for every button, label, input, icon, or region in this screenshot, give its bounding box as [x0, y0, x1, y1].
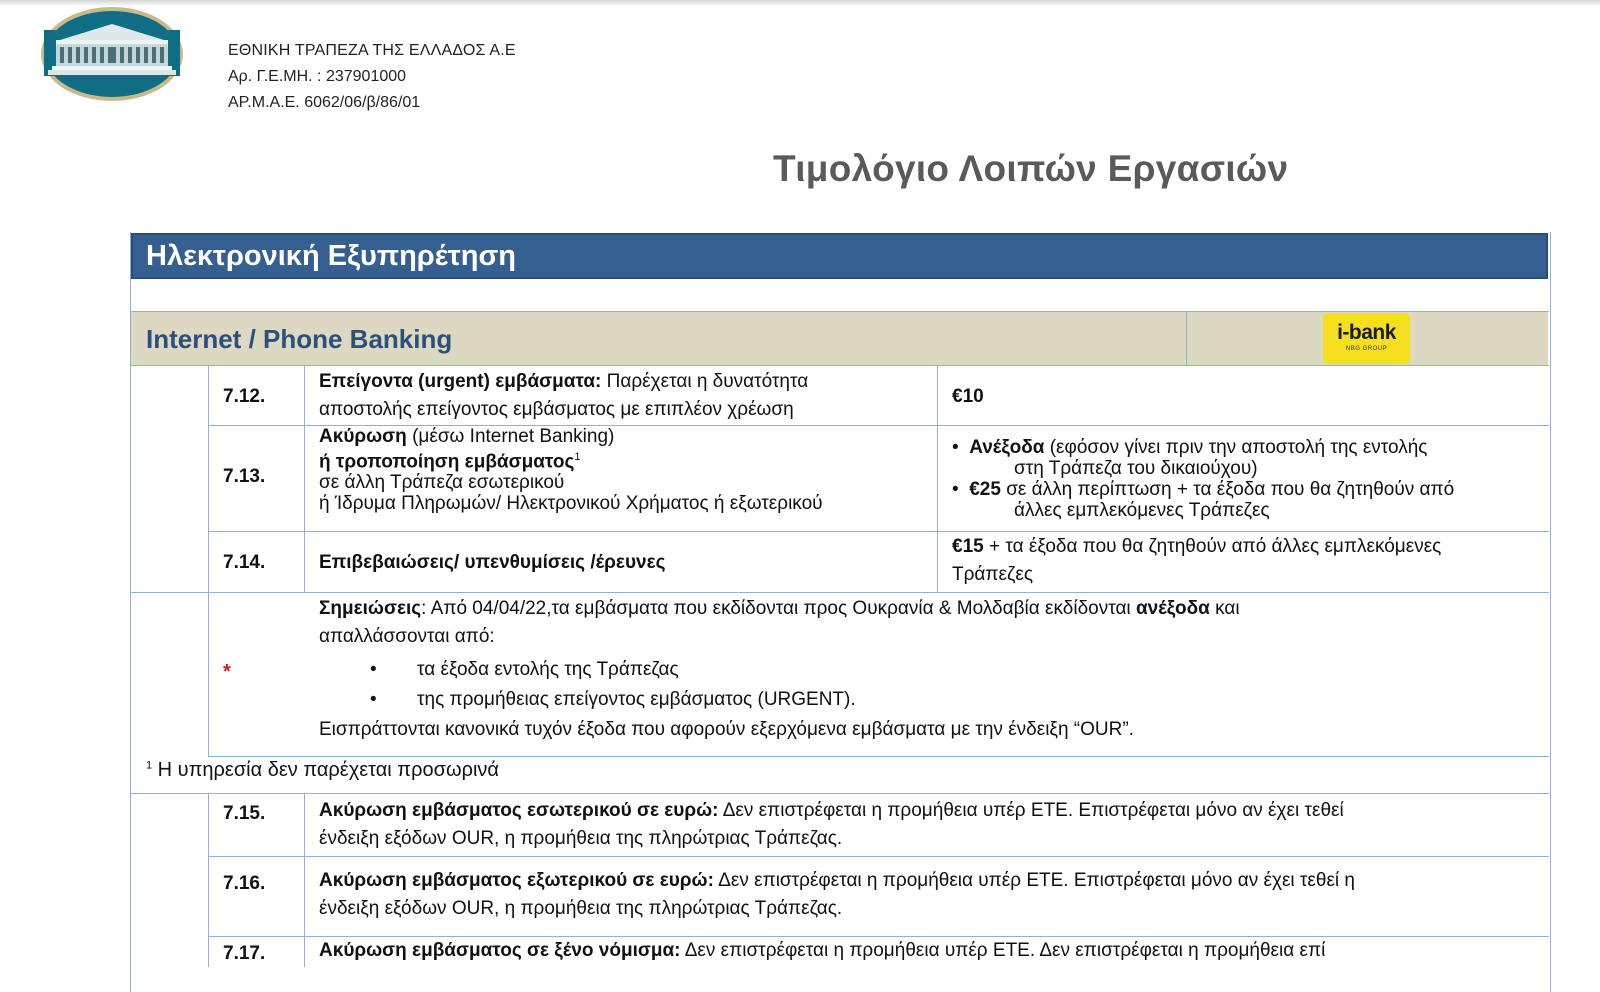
column-divider — [304, 365, 305, 592]
notes-text — [319, 595, 1240, 651]
section-title: Ηλεκτρονική Εξυπηρέτηση — [146, 240, 517, 272]
ibank-badge — [1323, 313, 1410, 364]
bank-name: ΕΘΝΙΚΗ ΤΡΑΠΕΖΑ ΤΗΣ ΕΛΛΑΔΟΣ Α.Ε — [228, 42, 516, 59]
page-top-edge — [0, 0, 1600, 6]
notes-bullet: • — [370, 659, 377, 680]
row-number: 7.12. — [223, 386, 266, 407]
fee-text: σε άλλη περίπτωση + τα έξοδα που θα ζητηθούν από — [1000, 479, 1455, 500]
bank-building-logo — [40, 6, 184, 102]
row-divider — [130, 793, 1549, 794]
notes-emphasis: ανέξοδα — [1135, 598, 1210, 619]
fee-text: (εφόσον γίνει πριν την αποστολή της εντολής — [1044, 437, 1428, 458]
ibank-brand: i-bank — [1337, 321, 1396, 344]
ibank-subbrand: NBG GROUP — [1345, 346, 1388, 352]
notes-line: και — [1209, 598, 1240, 619]
row-number: 7.14. — [223, 552, 266, 573]
row-description — [319, 368, 808, 424]
row-number: 7.13. — [223, 466, 266, 487]
row-title: Ακύρωση εμβάσματος σε ξένο νόμισμα: — [319, 940, 681, 961]
column-divider — [1186, 312, 1187, 365]
column-divider — [208, 365, 209, 592]
row-divider — [208, 531, 1549, 532]
notes-bullet: • — [370, 689, 377, 710]
footnote — [146, 759, 499, 782]
footnote-ref: 1 — [574, 451, 581, 463]
fee-bullet: • Ανέξοδα (εφόσον γίνει πριν την αποστολή της εντολής στη Τράπεζα του δικαιούχου) — [952, 437, 1428, 479]
fee-amount: €15 — [952, 536, 984, 557]
row-divider — [130, 592, 1549, 593]
row-text: αποστολής επείγοντος εμβάσματος με επιπλέον χρέωση — [319, 399, 794, 420]
row-fee — [952, 533, 1441, 589]
row-number: 7.16. — [223, 873, 266, 894]
row-text: (μέσω Internet Banking) — [406, 426, 615, 447]
notes-line: απαλλάσσονται από: — [319, 626, 495, 647]
row-divider — [208, 756, 1549, 757]
row-fee: €10 — [952, 386, 984, 407]
row-text: ένδειξη εξόδων OUR, η προμήθεια της πληρώτριας Τράπεζας. — [319, 828, 843, 849]
notes-asterisk: * — [223, 661, 231, 683]
row-text: Δεν επιστρέφεται η προμήθεια υπέρ ΕΤΕ. Επιστρέφεται μόνο αν έχει τεθεί η — [713, 870, 1356, 891]
column-divider — [208, 793, 209, 967]
row-text: ή Ίδρυμα Πληρωμών/ Ηλεκτρονικού Χρήματος ή εξωτερικού — [319, 493, 823, 515]
row-title: Επείγοντα (urgent) εμβάσματα: — [319, 371, 602, 392]
row-number: 7.17. — [223, 943, 266, 964]
row-number: 7.15. — [223, 803, 266, 824]
row-text: σε άλλη Τράπεζα εσωτερικού — [319, 472, 565, 494]
column-divider — [304, 793, 305, 967]
fee-amount: €25 — [969, 479, 1001, 500]
row-divider — [130, 365, 1549, 366]
fee-text: Τράπεζες — [952, 564, 1033, 585]
row-title: Ακύρωση εμβάσματος εσωτερικού σε ευρώ: — [319, 800, 719, 821]
row-title: Επιβεβαιώσεις/ υπενθυμίσεις /έρευνες — [319, 552, 666, 573]
issuer-info — [228, 38, 516, 116]
row-text: Δεν επιστρέφεται η προμήθεια υπέρ ΕΤΕ. Επιστρέφεται μόνο αν έχει τεθεί — [718, 800, 1344, 821]
armae-number: ΑΡ.Μ.Α.Ε. 6062/06/β/86/01 — [228, 94, 421, 111]
document-title: Τιμολόγιο Λοιπών Εργασιών — [773, 148, 1289, 189]
notes-line: Εισπράττονται κανονικά τυχόν έξοδα που αφορούν εξερχόμενα εμβάσματα με την ένδειξη “OUR”. — [319, 719, 1134, 740]
row-description — [319, 426, 823, 514]
footnote-mark: 1 — [146, 759, 153, 772]
row-text: Παρέχεται η δυνατότητα — [601, 371, 809, 392]
notes-label: Σημειώσεις — [319, 598, 422, 619]
row-description — [319, 937, 1325, 965]
row-title: ή τροποποίηση εμβάσματος — [319, 451, 575, 473]
row-text: ένδειξη εξόδων OUR, η προμήθεια της πληρώτριας Τράπεζας. — [319, 898, 843, 919]
notes-bullet-text: τα έξοδα εντολής της Τράπεζας — [417, 659, 679, 680]
fee-amount: Ανέξοδα — [969, 437, 1045, 458]
notes-bullet-text: της προμήθειας επείγοντος εμβάσματος (URGENT). — [417, 689, 856, 710]
column-divider — [208, 592, 209, 756]
footnote-text: Η υπηρεσία δεν παρέχεται προσωρινά — [152, 759, 499, 781]
row-description — [319, 867, 1355, 923]
fee-text: στη Τράπεζα του δικαιούχου) — [1014, 458, 1258, 479]
column-divider — [937, 365, 938, 592]
subsection-title: Internet / Phone Banking — [146, 324, 453, 354]
row-divider — [208, 856, 1549, 857]
row-title: Ακύρωση — [319, 426, 407, 447]
row-description — [319, 797, 1344, 853]
gemi-number: Αρ. Γ.Ε.ΜΗ. : 237901000 — [228, 68, 407, 85]
fee-text: + τα έξοδα που θα ζητηθούν από άλλες εμπλεκόμενες — [983, 536, 1442, 557]
notes-line: : Από 04/04/22,τα εμβάσματα που εκδίδονται προς Ουκρανία & Μολδαβία εκδίδονται — [421, 598, 1136, 619]
fee-bullet: • €25 σε άλλη περίπτωση + τα έξοδα που θα ζητηθούν από άλλες εμπλεκόμενες Τράπεζες — [952, 479, 1455, 521]
row-text: Δεν επιστρέφεται η προμήθεια υπέρ ΕΤΕ. Δεν επιστρέφεται η προμήθεια επί — [680, 940, 1326, 961]
row-title: Ακύρωση εμβάσματος εξωτερικού σε ευρώ: — [319, 870, 714, 891]
fee-text: άλλες εμπλεκόμενες Τράπεζες — [1014, 500, 1270, 521]
